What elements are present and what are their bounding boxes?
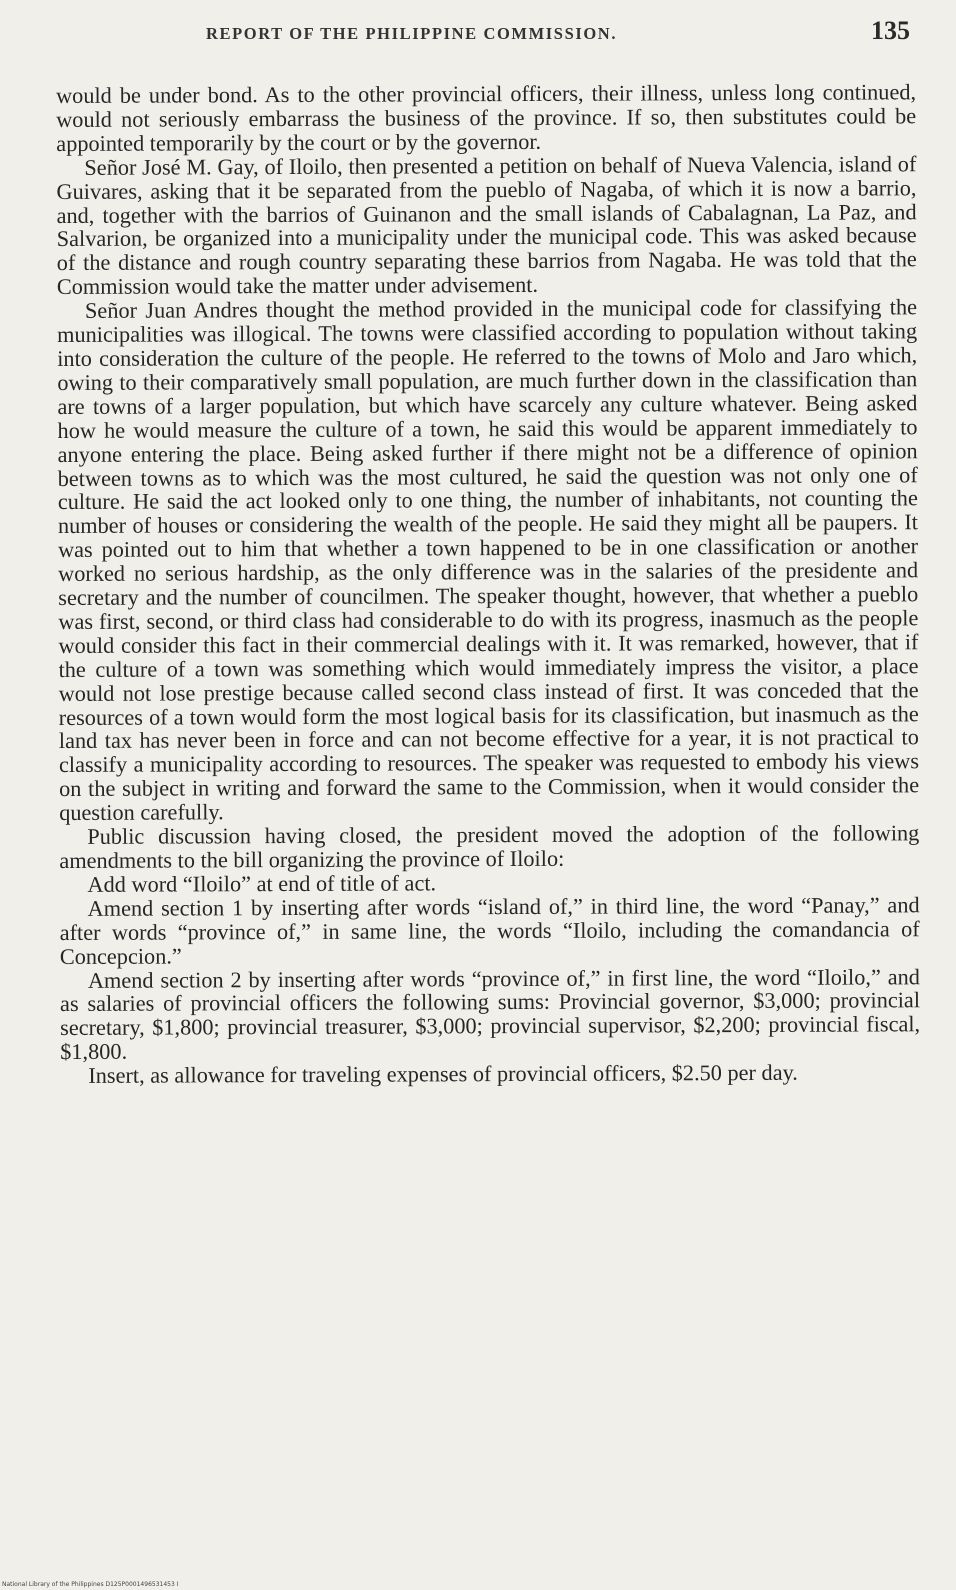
running-title: REPORT OF THE PHILIPPINE COMMISSION. — [206, 24, 618, 43]
paragraph-amendment-title: Add word “Iloilo” at end of title of act. — [87, 870, 437, 897]
paragraph-continuation: would be under bond. As to the other provincial officers, their illness, unless long continued, would not seriously embarrass the business of the province. If so, then substitutes could be appointed temporarily by the court or by the governor. — [55, 79, 917, 156]
paragraph-andres-classification: Señor Juan Andres thought the method provided in the municipal code for classifying the municipalities was illogical. The towns were classified according to population without taking into consideration the culture of the people. He referred to the towns of Molo and Jaro which, owing to their comparatively small population, are much further down in the classification than are towns of a larger population, but which have scarcely any culture whatever. Being asked how he would measure the culture of a town, he said this would be apparent immediately to anyone entering the place. Being asked further if there might not be a difference of opinion between towns as to which was the most cultured, he said the question was not only one of culture. He said the act looked only to one thing, the number of inhabitants, not counting the number of houses or considering the wealth of the people. He said they might all be paupers. It was pointed out to him that whether a town happened to be in one classification or another worked no serious hardship, as the only difference was in the salaries of the presidente and secretary and the number of councilmen. The speaker thought, however, that whether a pueblo was first, second, or third class had considerable to do with its progress, inasmuch as the people would consider this fact in their commercial dealings with it. It was remarked, however, that if the culture of a town was something which would immediately impress the visitor, a place would not lose prestige because called second class instead of first. It was conceded that the resources of a town would form the most logical basis for its classification, but inasmuch as the land tax has never been in force and can not become effective for a year, it is not practical to classify a municipality according to resources. The speaker was requested to embody his views on the subject in writing and forward the same to the Commission, when it would consider the question carefully. — [57, 294, 920, 826]
running-header — [56, 10, 916, 48]
paragraph-amendments-intro: Public discussion having closed, the president moved the adoption of the following amendments to the bill organizing the province of Iloilo: — [59, 820, 920, 873]
paragraph-gay-petition: Señor José M. Gay, of Iloilo, then presented a petition on behalf of Nueva Valencia, island of Guivares, asking that it be separated from the pueblo of Nagaba, of which it is now a barrio, and, together with the barrios of Guinanon and the small islands of Cabalagnan, La Paz, and Salvarion, be organized into a municipality under the municipal code. This was asked because of the distance and rough country separating these barrios from Nagaba. He was told that the Commission would take the matter under advisement. — [56, 150, 917, 300]
paragraph-amendment-section-1: Amend section 1 by inserting after words “island of,” in third line, the word “Panay,” and after words “province of,” in same line, the words “Iloilo, including the comandancia of Concepcion.” — [59, 892, 920, 969]
paragraph-amendment-section-2: Amend section 2 by inserting after words “province of,” in first line, the word “Iloilo,” and as salaries of provincial officers the following sums: Provincial governor, $3,000; provincial secretary, $1,800; provincial treasurer, $3,000; provincial supervisor, $2,200; provincial fiscal, $1,800. — [59, 963, 921, 1065]
paragraph-travel-allowance: Insert, as allowance for traveling expenses of provincial officers, $2.50 per day. — [88, 1059, 798, 1089]
body-text — [56, 80, 920, 1088]
page-number: 135 — [871, 16, 910, 45]
scan-footer: National Library of the Philippines D125P0001496531453 I — [2, 1581, 179, 1588]
